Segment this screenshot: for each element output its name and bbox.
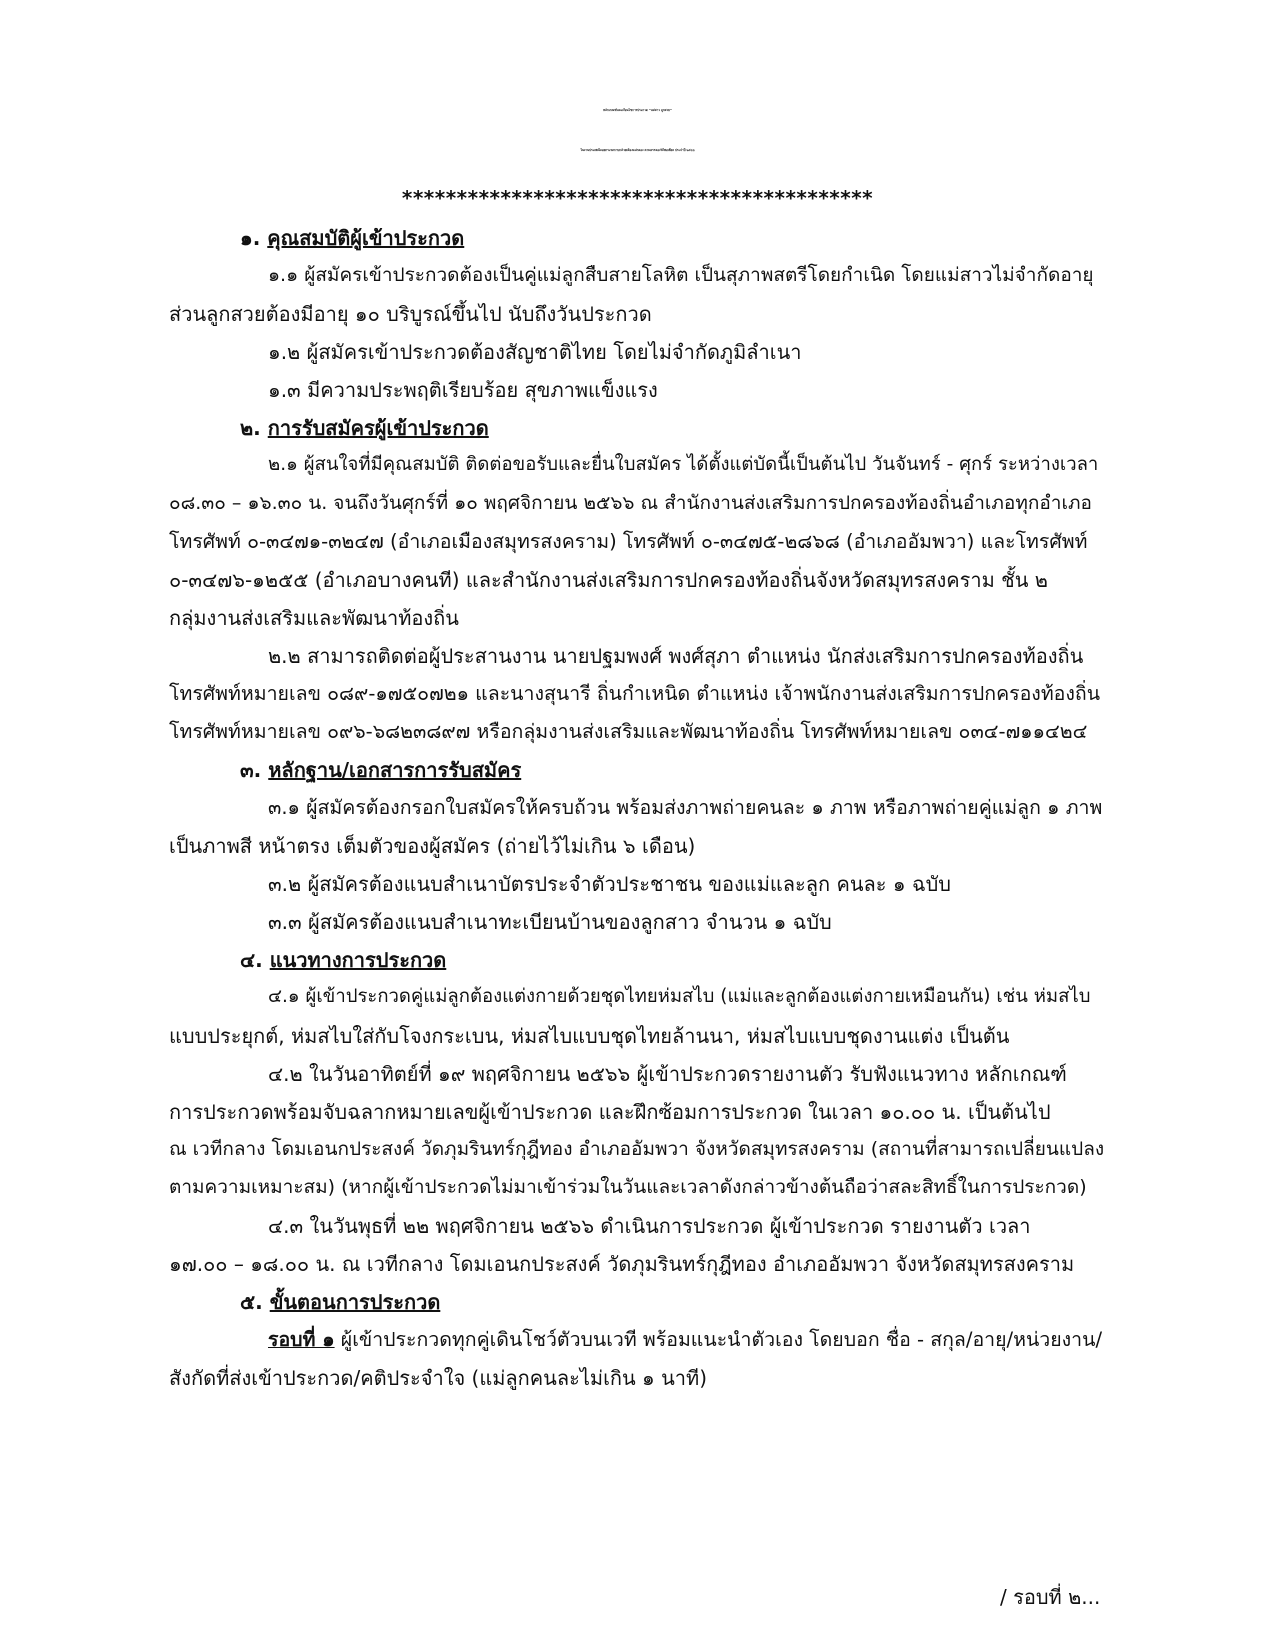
section-1-heading bbox=[240, 228, 464, 248]
section-2-line-2: ๐๘.๓๐ – ๑๖.๓๐ น. จนถึงวันศุกร์ที่ ๑๐ พฤศจิกายน ๒๕๖๖ ณ สำนักงานส่งเสริมการปกครองท้องถิ่นอำเภอทุกอำเภอ bbox=[169, 492, 1092, 514]
section-4-line-6: ตามความเหมาะสม) (หากผู้เข้าประกวดไม่มาเข้าร่วมในวันและเวลาดังกล่าวข้างต้นถือว่าสละสิทธิ์ในการประกวด) bbox=[169, 1176, 1087, 1198]
section-5-line-1 bbox=[268, 1330, 1102, 1350]
section-3-line-4: ๓.๓ ผู้สมัครต้องแนบสำเนาทะเบียนบ้านของลูกสาว จำนวน ๑ ฉบับ bbox=[268, 910, 832, 934]
document-subtitle: ในงานประเพณีลอยกระทงกาบกล้วยเมืองแม่กลอง ตามครรลองวิถีพอเพียง ประจำปี ๒๕๖๖ bbox=[580, 148, 695, 152]
section-1-line-2: ส่วนลูกสวยต้องมีอายุ ๑๐ บริบูรณ์ขึ้นไป นับถึงวันประกวด bbox=[169, 302, 652, 326]
section-2-line-5: กลุ่มงานส่งเสริมและพัฒนาท้องถิ่น bbox=[169, 606, 459, 630]
section-2-line-3: โทรศัพท์ ๐-๓๔๗๑-๓๒๔๗ (อำเภอเมืองสมุทรสงคราม) โทรศัพท์ ๐-๓๔๗๕-๒๘๖๘ (อำเภออัมพวา) และโทรศัพท์ bbox=[169, 530, 1088, 553]
section-3-heading bbox=[240, 760, 521, 780]
section-5-heading bbox=[240, 1292, 440, 1312]
section-4-number: ๔. bbox=[240, 948, 263, 972]
section-4-title: แนวทางการประกวด bbox=[269, 948, 447, 972]
section-4-line-1: ๔.๑ ผู้เข้าประกวดคู่แม่ลูกต้องแต่งกายด้วยชุดไทยห่มสไบ (แม่และลูกต้องแต่งกายเหมือนกัน) เช่น ห่มสไบ bbox=[268, 986, 1091, 1007]
section-5-title: ขั้นตอนการประกวด bbox=[269, 1290, 441, 1314]
section-1-line-1: ๑.๑ ผู้สมัครเข้าประกวดต้องเป็นคู่แม่ลูกสืบสายโลหิต เป็นสุภาพสตรีโดยกำเนิด โดยแม่สาวไม่จำกัดอายุ bbox=[268, 264, 1094, 286]
section-4-line-7: ๔.๓ ในวันพุธที่ ๒๒ พฤศจิกายน ๒๕๖๖ ดำเนินการประกวด ผู้เข้าประกวด รายงานตัว เวลา bbox=[268, 1214, 1031, 1238]
section-3-title: หลักฐาน/เอกสารการรับสมัคร bbox=[268, 758, 522, 782]
section-2-line-6: ๒.๒ สามารถติดต่อผู้ประสานงาน นายปฐมพงศ์ พงศ์สุภา ตำแหน่ง นักส่งเสริมการปกครองท้องถิ่น bbox=[268, 644, 1084, 668]
section-5-line-2: สังกัดที่ส่งเข้าประกวด/คติประจำใจ (แม่ลูกคนละไม่เกิน ๑ นาที) bbox=[169, 1366, 707, 1390]
section-2-line-7: โทรศัพท์หมายเลข ๐๘๙-๑๗๕๐๗๒๑ และนางสุนารี ถิ่นกำเหนิด ตำแหน่ง เจ้าพนักงานส่งเสริมการปกครองท้องถิ่น bbox=[169, 682, 1101, 705]
section-3-line-3: ๓.๒ ผู้สมัครต้องแนบสำเนาบัตรประจำตัวประชาชน ของแม่และลูก คนละ ๑ ฉบับ bbox=[268, 872, 951, 896]
section-3-line-2: เป็นภาพสี หน้าตรง เต็มตัวของผู้สมัคร (ถ่ายไว้ไม่เกิน ๖ เดือน) bbox=[169, 834, 696, 858]
section-1-number: ๑. bbox=[240, 226, 261, 250]
section-4-heading bbox=[240, 950, 446, 970]
section-1-line-4: ๑.๓ มีความประพฤติเรียบร้อย สุขภาพแข็งแรง bbox=[268, 378, 658, 402]
section-4-line-2: แบบประยุกต์, ห่มสไบใส่กับโจงกระเบน, ห่มสไบแบบชุดไทยล้านนา, ห่มสไบแบบชุดงานแต่ง เป็นต้น bbox=[169, 1024, 1010, 1048]
section-1-title: คุณสมบัติผู้เข้าประกวด bbox=[267, 226, 465, 250]
section-5-number: ๕. bbox=[240, 1290, 263, 1314]
document-title: หลักเกณฑ์และเงื่อนไขการประกวด “แม่สาว ลูกสวย” bbox=[603, 108, 672, 112]
section-2-title: การรับสมัครผู้เข้าประกวด bbox=[267, 416, 489, 440]
section-3-number: ๓. bbox=[240, 758, 262, 782]
section-4-line-8: ๑๗.๐๐ – ๑๘.๐๐ น. ณ เวทีกลาง โดมเอนกประสงค์ วัดภุมรินทร์กุฎีทอง อำเภออัมพวา จังหวัดสมุทรสงคราม bbox=[169, 1252, 1075, 1276]
title-separator: ******************************************* bbox=[401, 186, 874, 210]
section-2-heading bbox=[240, 418, 489, 438]
next-page-note: / รอบที่ ๒... bbox=[1000, 1585, 1101, 1609]
section-2-number: ๒. bbox=[240, 416, 261, 440]
section-4-line-3: ๔.๒ ในวันอาทิตย์ที่ ๑๙ พฤศจิกายน ๒๕๖๖ ผู้เข้าประกวดรายงานตัว รับฟังแนวทาง หลักเกณฑ์ bbox=[268, 1062, 1067, 1086]
section-1-line-3: ๑.๒ ผู้สมัครเข้าประกวดต้องสัญชาติไทย โดยไม่จำกัดภูมิลำเนา bbox=[268, 340, 802, 364]
round-1-label: รอบที่ ๑ bbox=[268, 1328, 335, 1351]
section-2-line-8: โทรศัพท์หมายเลข ๐๙๖-๖๘๒๓๘๙๗ หรือกลุ่มงานส่งเสริมและพัฒนาท้องถิ่น โทรศัพท์หมายเลข ๐๓๔-๗๑๑๔๒๔ bbox=[169, 720, 1088, 743]
section-3-line-1: ๓.๑ ผู้สมัครต้องกรอกใบสมัครให้ครบถ้วน พร้อมส่งภาพถ่ายคนละ ๑ ภาพ หรือภาพถ่ายคู่แม่ลูก ๑ ภาพ bbox=[268, 796, 1103, 819]
round-1-text: ผู้เข้าประกวดทุกคู่เดินโชว์ตัวบนเวที พร้อมแนะนำตัวเอง โดยบอก ชื่อ - สกุล/อายุ/หน่วยงาน/ bbox=[334, 1328, 1103, 1351]
section-4-line-5: ณ เวทีกลาง โดมเอนกประสงค์ วัดภุมรินทร์กุฎีทอง อำเภออัมพวา จังหวัดสมุทรสงคราม (สถานที่สามารถเปลี่ยนแปลง bbox=[169, 1138, 1105, 1160]
section-2-line-1: ๒.๑ ผู้สนใจที่มีคุณสมบัติ ติดต่อขอรับและยื่นใบสมัคร ได้ตั้งแต่บัดนี้เป็นต้นไป วันจันทร์ - ศุกร์ ระหว่างเวลา bbox=[268, 454, 1099, 475]
section-4-line-4: การประกวดพร้อมจับฉลากหมายเลขผู้เข้าประกวด และฝึกซ้อมการประกวด ในเวลา ๑๐.๐๐ น. เป็นต้นไป bbox=[169, 1100, 1051, 1124]
section-2-line-4: ๐-๓๔๗๖-๑๒๕๕ (อำเภอบางคนที) และสำนักงานส่งเสริมการปกครองท้องถิ่นจังหวัดสมุทรสงคราม ชั้น ๒ bbox=[169, 568, 1048, 592]
